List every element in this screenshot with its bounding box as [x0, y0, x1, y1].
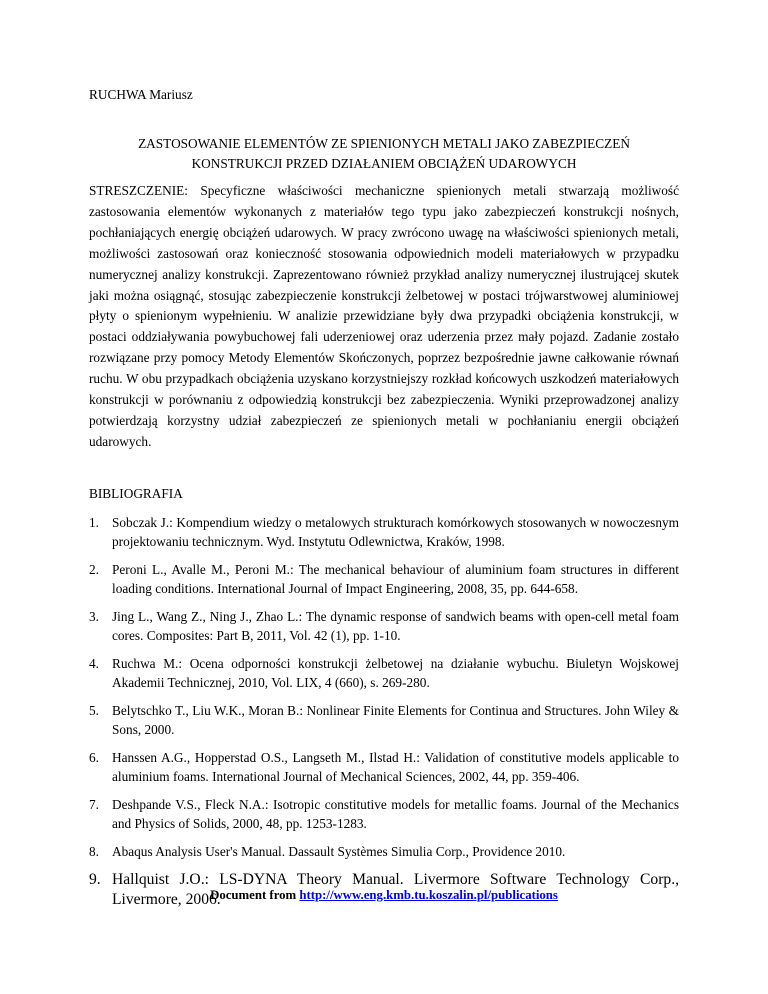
reference-text: Hallquist J.O.: LS-DYNA Theory Manual. Livermore Software Technology Corp., Livermore, 2006.	[112, 871, 679, 908]
reference-number: 5.	[89, 703, 99, 718]
document-footer	[0, 888, 768, 903]
reference-number: 6.	[89, 750, 99, 765]
reference-number: 7.	[89, 797, 99, 812]
author-name: RUCHWA Mariusz	[89, 87, 193, 102]
reference-text: Belytschko T., Liu W.K., Moran B.: Nonlinear Finite Elements for Continua and Structures. John Wiley & Sons, 2000.	[112, 703, 679, 737]
reference-text: Sobczak J.: Kompendium wiedzy o metalowych strukturach komórkowych stosowanych w nowoczesnym projektowaniu technicznym. Wyd. Instytutu Odlewnictwa, Kraków, 1998.	[112, 515, 679, 549]
reference-number: 4.	[89, 656, 99, 671]
bibliography-heading: BIBLIOGRAFIA	[89, 486, 183, 501]
publications-link[interactable]: http://www.eng.kmb.tu.koszalin.pl/publications	[299, 888, 558, 902]
reference-number: 3.	[89, 609, 99, 624]
reference-item	[89, 701, 679, 739]
title-line-1: ZASTOSOWANIE ELEMENTÓW ZE SPIENIONYCH METALI JAKO ZABEZPIECZEŃ	[138, 136, 630, 151]
reference-item	[89, 654, 679, 692]
reference-item	[89, 795, 679, 833]
reference-item	[89, 842, 679, 861]
reference-number: 9.	[89, 871, 101, 888]
reference-item	[89, 560, 679, 598]
reference-text: Hanssen A.G., Hopperstad O.S., Langseth M., Ilstad H.: Validation of constitutive models applicable to aluminium foams. International Journal of Mechanical Sciences, 2002, 44, pp. 359-406.	[112, 750, 679, 784]
reference-text: Abaqus Analysis User's Manual. Dassault Systèmes Simulia Corp., Providence 2010.	[112, 844, 566, 859]
reference-text: Jing L., Wang Z., Ning J., Zhao L.: The dynamic response of sandwich beams with open-cell metal foam cores. Composites: Part B, 2011, Vol. 42 (1), pp. 1-10.	[112, 609, 679, 643]
reference-number: 2.	[89, 562, 99, 577]
reference-text: Ruchwa M.: Ocena odporności konstrukcji żelbetowej na działanie wybuchu. Biuletyn Wojskowej Akademii Technicznej, 2010, Vol. LIX, 4 (660), s. 269-280.	[112, 656, 679, 690]
reference-number: 8.	[89, 844, 99, 859]
reference-item	[89, 748, 679, 786]
reference-text: Peroni L., Avalle M., Peroni M.: The mechanical behaviour of aluminium foam structures in different loading conditions. International Journal of Impact Engineering, 2008, 35, pp. 644-658.	[112, 562, 679, 596]
reference-item	[89, 513, 679, 551]
reference-list	[89, 513, 679, 919]
reference-number: 1.	[89, 515, 99, 530]
footer-prefix: Document from	[210, 888, 300, 902]
reference-item	[89, 607, 679, 645]
abstract: STRESZCZENIE: Specyficzne właściwości mechaniczne spienionych metali stwarzają możliwość zastosowania elementów wykonanych z materiałów tego typu jako zabezpieczeń konstrukcji nośnych, pochłaniających energię obciążeń udarowych. W pracy zwrócono uwagę na właściwości spienionych metali, możliwości zastosowań oraz konieczność stosowania odpowiednich modeli materiałowych w przypadku numerycznej analizy konstrukcji. Zaprezentowano również przykład analizy numerycznej ilustrującej skutek jaki można osiągnąć, stosując zabezpieczenie konstrukcji żelbetowej w postaci trójwarstwowej aluminiowej płyty o spienionym wypełnieniu. W analizie przewidziane były dwa przypadki obciążenia konstrukcji, w postaci oddziaływania powybuchowej fali uderzeniowej oraz uderzenia przez mały pojazd. Zadanie zostało rozwiązane przy pomocy Metody Elementów Skończonych, poprzez bezpośrednie jawne całkowanie równań ruchu. W obu przypadkach obciążenia uzyskano korzystniejszy rozkład końcowych uszkodzeń materiałowych konstrukcji w porównaniu z odpowiedzią konstrukcji bez zabezpieczenia. Wyniki przeprowadzonej analizy potwierdzają korzystny udział zabezpieczeń ze spienionych metali w pochłanianiu energii obciążeń udarowych.	[89, 183, 679, 449]
reference-text: Deshpande V.S., Fleck N.A.: Isotropic constitutive models for metallic foams. Journal of the Mechanics and Physics of Solids, 2000, 48, pp. 1253-1283.	[112, 797, 679, 831]
title-line-2: KONSTRUKCJI PRZED DZIAŁANIEM OBCIĄŻEŃ UDAROWYCH	[191, 156, 577, 171]
paper-title	[89, 134, 679, 174]
